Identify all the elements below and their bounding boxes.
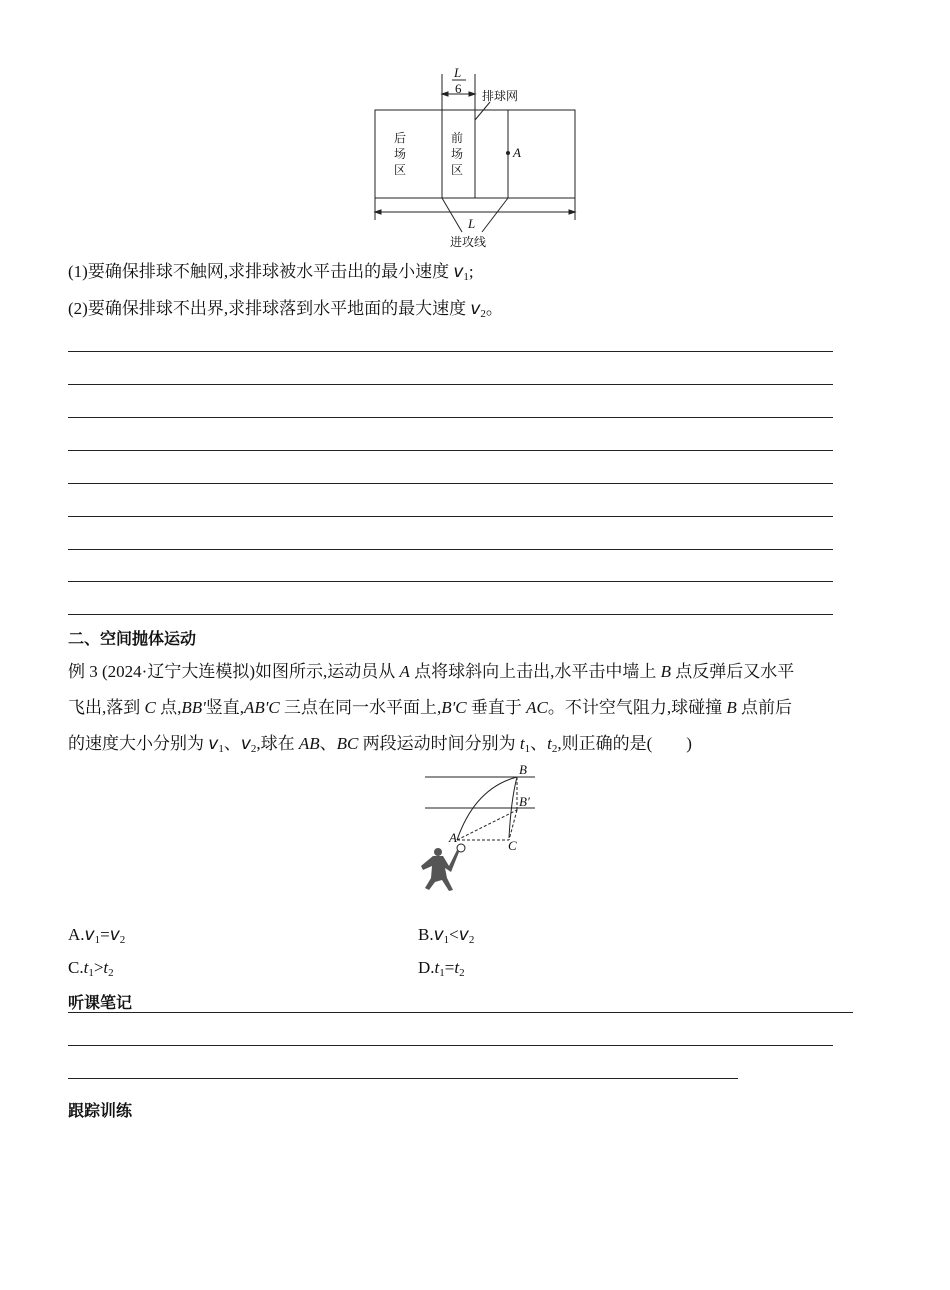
- ex3-text: 。不计空气阻力,球碰撞: [547, 698, 727, 717]
- option-var: v: [84, 925, 95, 945]
- label-c: C: [508, 838, 517, 853]
- notes-line: [68, 1078, 738, 1079]
- ex3-var: v: [208, 734, 219, 754]
- option-var: t: [454, 958, 460, 977]
- ex3-text: 点前后: [736, 698, 792, 717]
- option-var: t: [103, 958, 109, 977]
- ex3-var: B: [660, 662, 672, 681]
- point-a-dot: [506, 151, 510, 155]
- dashed-ab: [457, 810, 517, 840]
- court-diagram: [370, 62, 585, 252]
- ex3-text: 的速度大小分别为: [68, 734, 209, 753]
- ex3-var: A: [399, 662, 410, 681]
- option-op: =: [444, 958, 455, 977]
- answer-line: [68, 351, 833, 352]
- option-d[interactable]: [418, 956, 465, 985]
- back-zone-3: 区: [394, 163, 407, 177]
- option-b[interactable]: [418, 923, 474, 952]
- ex3-text: 三点在同一水平面上,: [279, 698, 442, 717]
- back-zone-1: 后: [394, 131, 407, 145]
- option-var: v: [458, 925, 469, 945]
- ex3-sub: 1: [524, 743, 531, 755]
- ex3-text: 竖直,: [205, 698, 244, 717]
- option-prefix: A.: [68, 925, 85, 944]
- q1-end: ;: [468, 262, 474, 281]
- notes-title: 听课笔记: [68, 993, 133, 1012]
- ex3-text: 、: [223, 734, 241, 753]
- option-sub: 2: [459, 967, 465, 979]
- option-sub: 2: [468, 934, 475, 946]
- q2-text: (2)要确保排球不出界,求排球落到水平地面的最大速度: [68, 299, 467, 318]
- ex3-text: 例 3 (2024·辽宁大连模拟)如图所示,运动员从: [68, 662, 400, 681]
- training-title: 跟踪训练: [68, 1101, 133, 1120]
- ex3-sub: 1: [218, 743, 224, 755]
- option-sub: 1: [439, 967, 445, 979]
- ex3-text: ,球在: [256, 734, 299, 753]
- q1-sub: 1: [463, 271, 469, 283]
- label-b-prime: B′: [519, 794, 530, 809]
- ex3-text: 、: [530, 734, 548, 753]
- ex3-text: 点反弹后又水平: [671, 662, 795, 681]
- option-var: t: [83, 958, 89, 977]
- option-op: <: [449, 925, 459, 944]
- question-2: [68, 297, 503, 326]
- example-3-line-2: [68, 696, 883, 720]
- fraction-den: 6: [455, 81, 462, 96]
- option-op: =: [100, 925, 110, 944]
- fraction-num: L: [454, 65, 462, 80]
- front-zone-3: 区: [451, 163, 464, 177]
- ex3-var: B: [726, 698, 737, 717]
- ex3-text: 垂直于: [466, 698, 527, 717]
- option-c[interactable]: [68, 956, 114, 985]
- q1-text: (1)要确保排球不触网,求排球被水平击出的最小速度: [68, 262, 450, 281]
- ex3-text: 点,: [155, 698, 182, 717]
- option-a[interactable]: [68, 923, 125, 952]
- ex3-var: v: [240, 734, 251, 754]
- option-var: t: [434, 958, 440, 977]
- option-sub: 2: [119, 934, 126, 946]
- notes-line: [68, 1045, 833, 1046]
- attack-leader-right: [482, 198, 508, 232]
- ex3-var: AC: [526, 698, 548, 717]
- ex3-text: 、: [319, 734, 337, 753]
- ex3-text: 两段运动时间分别为: [358, 734, 520, 753]
- ex3-var: AB: [298, 734, 320, 753]
- answer-line: [68, 581, 833, 582]
- net-leader: [475, 102, 490, 120]
- front-zone-1: 前: [451, 131, 464, 145]
- question-1: [68, 260, 474, 289]
- ex3-var: C: [144, 698, 156, 717]
- front-zone-2: 场: [451, 147, 464, 161]
- bounce-diagram: [405, 760, 550, 895]
- option-var: v: [433, 925, 444, 945]
- ex3-text: 点将球斜向上击出,水平击中墙上: [409, 662, 661, 681]
- length-label: L: [468, 216, 476, 231]
- answer-line: [68, 549, 833, 550]
- example-3-line-3: [68, 732, 883, 761]
- ex3-var: AB'C: [244, 698, 280, 717]
- ex3-sub: 2: [250, 743, 257, 755]
- ex3-var: t: [519, 734, 525, 753]
- back-zone-2: 场: [394, 147, 407, 161]
- option-sub: 1: [88, 967, 94, 979]
- option-prefix: C.: [68, 958, 84, 977]
- option-sub: 2: [108, 967, 114, 979]
- label-a: A: [449, 830, 457, 845]
- player-icon: [421, 848, 459, 891]
- ex3-sub: 2: [551, 743, 558, 755]
- answer-line: [68, 614, 833, 615]
- q2-end: 。: [485, 299, 503, 318]
- answer-line: [68, 516, 833, 517]
- notes-line: [68, 1012, 853, 1013]
- ex3-text: ): [686, 734, 692, 753]
- point-a-label: A: [513, 145, 521, 160]
- option-sub: 1: [94, 934, 101, 946]
- answer-line: [68, 450, 833, 451]
- ex3-text: ,则正确的是(: [557, 734, 653, 753]
- ex3-var: B'C: [441, 698, 467, 717]
- q1-var: v: [453, 262, 464, 282]
- attack-leader-left: [442, 198, 462, 232]
- example-3-line-1: [68, 660, 883, 684]
- option-prefix: D.: [418, 958, 435, 977]
- option-prefix: B.: [418, 925, 434, 944]
- attack-line-label: 进攻线: [450, 235, 487, 249]
- answer-line: [68, 483, 833, 484]
- label-b: B: [519, 762, 527, 777]
- ex3-var: t: [547, 734, 552, 753]
- ex3-var: BB': [181, 698, 206, 717]
- ex3-text: 飞出,落到: [68, 698, 145, 717]
- net-label: 排球网: [482, 89, 519, 103]
- ex3-var: BC: [336, 734, 359, 753]
- q2-sub: 2: [480, 308, 486, 320]
- q2-var: v: [470, 299, 481, 319]
- option-sub: 1: [443, 934, 450, 946]
- section-2-title: 二、空间抛体运动: [68, 629, 197, 648]
- answer-line: [68, 417, 833, 418]
- racket-icon: [457, 844, 465, 852]
- answer-line: [68, 384, 833, 385]
- option-var: v: [109, 925, 120, 945]
- option-op: >: [93, 958, 104, 977]
